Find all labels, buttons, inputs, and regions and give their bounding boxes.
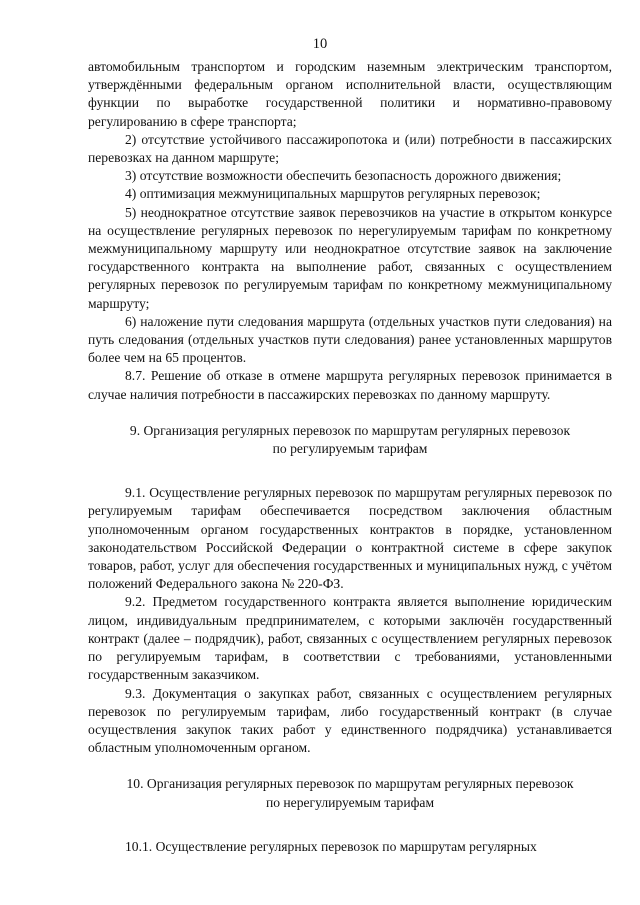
section-10-heading-line2: по нерегулируемым тарифам [265, 794, 435, 810]
list-item-6: 6) наложение пути следования маршрута (отдельных участков пути следования) на путь следования (отдельных участков пути следования) ранее установленных маршрутов более чем на 65 процентов. [88, 313, 612, 366]
document-body [88, 58, 612, 856]
list-item-2: 2) отсутствие устойчивого пассажиропотока и (или) потребности в пассажирских перевозках на данном маршруте; [88, 131, 612, 166]
clause-9-3: 9.3. Документация о закупках работ, связанных с осуществлением регулярных перевозок по регулируемым тарифам, либо государственный контракт (в случае осуществления закупок таких работ у единственного подрядчика) устанавливается областным уполномоченным органом. [88, 685, 612, 756]
section-9-heading-line2: по регулируемым тарифам [272, 441, 428, 457]
clause-10-1: 10.1. Осуществление регулярных перевозок по маршрутам регулярных [125, 838, 537, 854]
section-10-heading [88, 775, 612, 811]
clause-9-1: 9.1. Осуществление регулярных перевозок по маршрутам регулярных перевозок по регулируемым тарифам обеспечивается посредством заключения областным уполномоченным органом государственных контрактов в порядке, установленном законодательством Российской Федерации о контрактной системе в сфере закупок товаров, работ, услуг для обеспечения государственных и муниципальных нужд, с учётом положений Федерального закона № 220-ФЗ. [88, 485, 612, 592]
paragraph-continuation: автомобильным транспортом и городским наземным электрическим транспортом, утверждёнными федеральным органом исполнительной власти, осуществляющим функции по выработке государственной политики и нормативно-правовому регулированию в сфере транспорта; [88, 59, 612, 129]
section-10-body [88, 838, 612, 856]
clause-9-2: 9.2. Предметом государственного контракта является выполнение юридическим лицом, индивидуальным предпринимателем, с которыми заключён государственный контракт (далее – подрядчик), работ, связанных с осуществлением регулярных перевозок по регулируемым тарифам, в соответствии с требованиями, установленными государственным заказчиком. [88, 594, 612, 683]
list-item-4: 4) оптимизация межмуниципальных маршрутов регулярных перевозок; [125, 186, 541, 202]
section-10-heading-line1: 10. Организация регулярных перевозок по маршрутам регулярных перевозок [126, 776, 574, 792]
section-9-heading-line1: 9. Организация регулярных перевозок по маршрутам регулярных перевозок [129, 422, 571, 438]
list-item-5: 5) неоднократное отсутствие заявок перевозчиков на участие в открытом конкурсе на осуществление регулярных перевозок по нерегулируемым тарифам по конкретному межмуниципальному маршруту или неоднократное отсутствие заявок на заключение государственного контракта на выполнение работ, связанных с осуществлением регулярных перевозок по регулируемым тарифам по конкретному межмуниципальному маршруту; [88, 204, 612, 311]
section-9-heading [88, 422, 612, 458]
clause-8-7: 8.7. Решение об отказе в отмене маршрута регулярных перевозок принимается в случае наличия потребности в пассажирских перевозках по данному маршруту. [88, 368, 612, 402]
page-number: 10 [312, 36, 328, 52]
section-9-body [88, 484, 612, 757]
list-item-3: 3) отсутствие возможности обеспечить безопасность дорожного движения; [125, 168, 562, 184]
